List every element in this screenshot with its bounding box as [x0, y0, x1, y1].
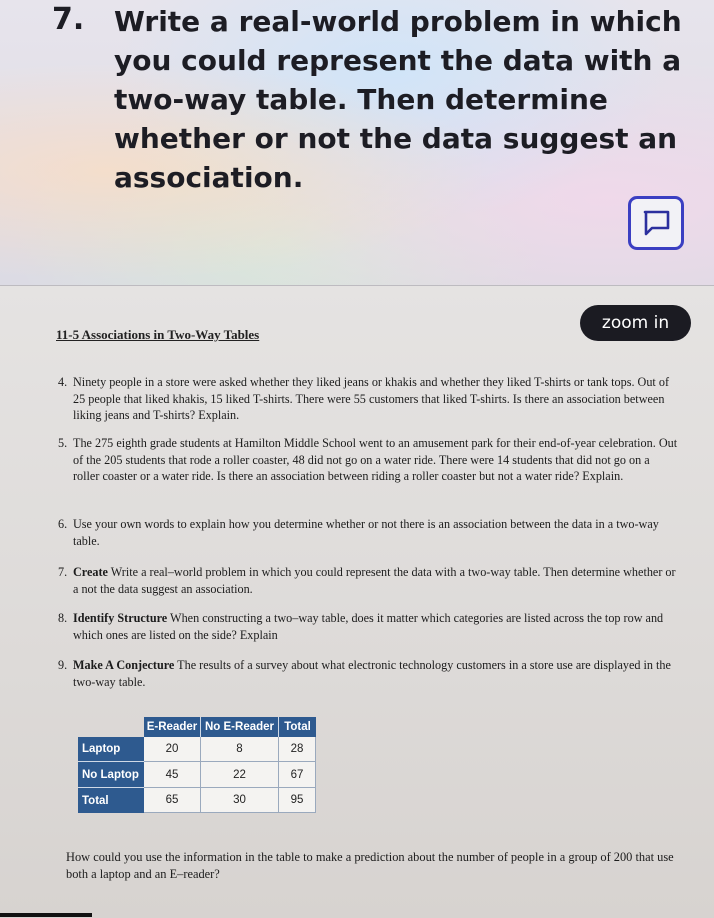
problem-6: 6. Use your own words to explain how you determine whether or not there is an association between the data in a two-way table. — [58, 517, 659, 548]
question-panel — [0, 0, 714, 285]
row-label-total: Total — [78, 788, 144, 813]
table-cell: 28 — [279, 737, 316, 762]
section-title: 11-5 Associations in Two-Way Tables — [56, 327, 260, 342]
problem-7: 7. Create Write a real–world problem in which you could represent the data with a two-way table. Then determine whether or a not the data suggest an association. — [58, 565, 676, 596]
problem-9: 9. Make A Conjecture The results of a survey about what electronic technology customers in a store use are displayed in the two-way table. — [58, 658, 671, 689]
header-total: Total — [279, 717, 316, 737]
table-cell: 45 — [144, 762, 201, 788]
table-cell: 95 — [279, 788, 316, 813]
table-cell: 20 — [144, 737, 201, 762]
zoom-in-button[interactable]: zoom in — [580, 305, 691, 341]
table-cell: 22 — [201, 762, 279, 788]
question-text: Write a real-world problem in which you could represent the data with a two-way table. Then determine whether or not the data suggest an association. — [114, 5, 682, 194]
header-no-e-reader: No E-Reader — [201, 717, 279, 737]
table-cell: 65 — [144, 788, 201, 813]
comment-button[interactable] — [628, 196, 684, 250]
table-cell: 67 — [279, 762, 316, 788]
row-label-no-laptop: No Laptop — [78, 762, 144, 788]
final-question: How could you use the information in the table to make a prediction about the number of people in a group of 200 that use both a laptop and an E–reader? — [66, 850, 674, 881]
two-way-table — [78, 717, 316, 813]
worksheet-image — [0, 285, 714, 918]
table-cell: 8 — [201, 737, 279, 762]
row-label-laptop: Laptop — [78, 737, 144, 762]
bottom-bar — [0, 913, 92, 917]
header-e-reader: E-Reader — [144, 717, 201, 737]
comment-icon — [643, 210, 670, 236]
question-number: 7. — [52, 2, 85, 37]
table-cell: 30 — [201, 788, 279, 813]
problem-5: 5. The 275 eighth grade students at Hamilton Middle School went to an amusement park for their end-of-year celebration. Out of the 205 students that rode a roller coaster, 48 did not go on a water ride. There were 14 students that did not go on a roller coaster or a water ride. Is there an association between riding a roller coaster but not a water ride? Explain. — [58, 436, 678, 483]
problem-8: 8. Identify Structure When constructing a two–way table, does it matter which categories are listed across the top row and which ones are listed on the side? Explain — [58, 611, 664, 642]
problem-4: 4. Ninety people in a store were asked whether they liked jeans or khakis and whether they liked T-shirts or tank tops. Out of 25 people that liked khakis, 15 liked T-shirts. There were 55 customers that liked T-shirts. Is there an association between liking jeans and T-shirts? Explain. — [58, 375, 670, 422]
